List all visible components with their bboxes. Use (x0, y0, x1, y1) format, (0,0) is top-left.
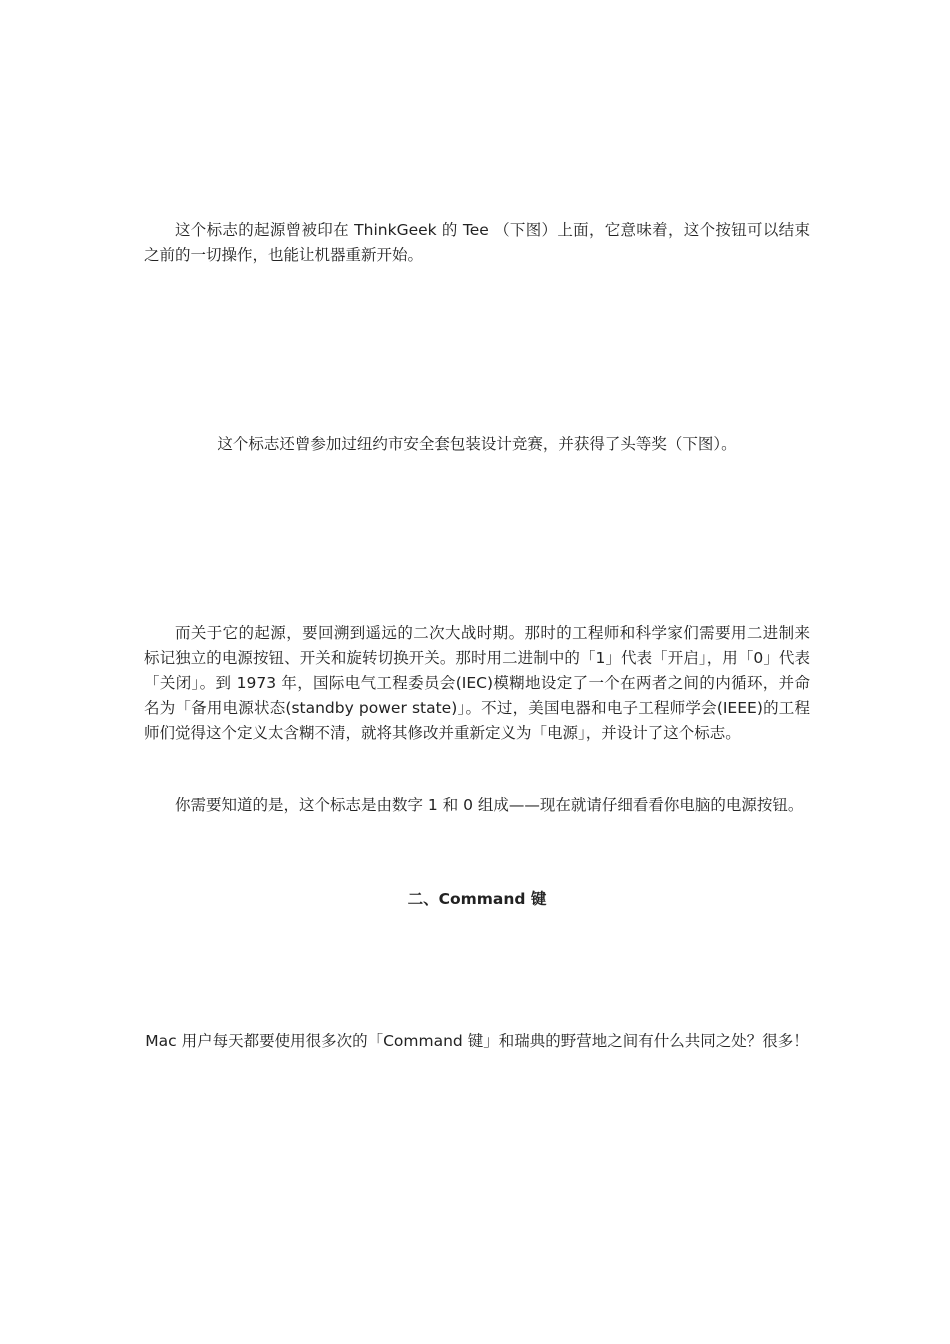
paragraph-thinkgeek-tee: 这个标志的起源曾被印在 ThinkGeek 的 Tee （下图）上面，它意味着，这个按钮可以结束之前的一切操作，也能让机器重新开始。 (144, 221, 810, 264)
paragraph-one-and-zero: 你需要知道的是，这个标志是由数字 1 和 0 组成——现在就请仔细看看你电脑的电源按钮。 (175, 796, 804, 814)
paragraph-command-key-intro: Mac 用户每天都要使用很多次的「Command 键」和瑞典的野营地之间有什么共同之处？很多！ (145, 1032, 809, 1050)
paragraph-nyc-contest: 这个标志还曾参加过纽约市安全套包装设计竞赛，并获得了头等奖（下图）。 (217, 435, 737, 453)
paragraph-origin-history: 而关于它的起源，要回溯到遥远的二次大战时期。那时的工程师和科学家们需要用二进制来标记独立的电源按钮、开关和旋转切换开关。那时用二进制中的「1」代表「开启」，用「0」代表「关闭」。到 1973 年，国际电气工程委员会(IEC)模糊地设定了一个在两者之间的内循环，并命名为「备用电源状态(standby power state)」。不过，美国电器和电子工程师学会(IEEE)的工程师们觉得这个定义太含糊不清，就将其修改并重新定义为「电源」，并设计了这个标志。 (144, 624, 810, 742)
section-heading-command-key: 二、Command 键 (407, 890, 547, 908)
